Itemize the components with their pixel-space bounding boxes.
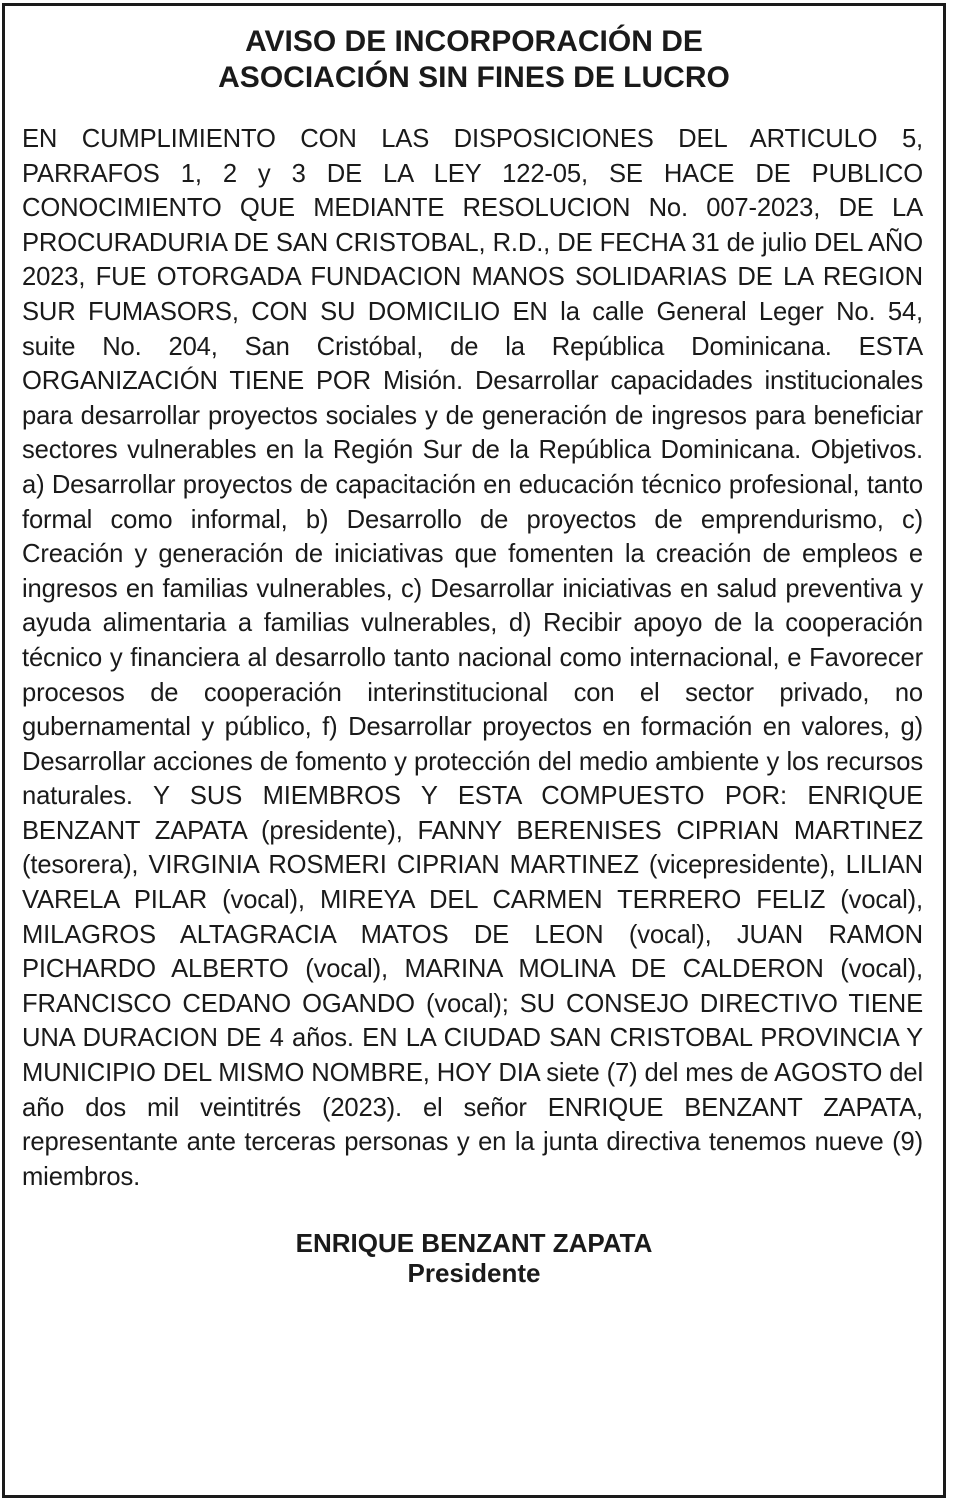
signature-block bbox=[5, 1228, 943, 1288]
title-line-1: AVISO DE INCORPORACIÓN DE bbox=[245, 25, 703, 58]
notice-body: EN CUMPLIMIENTO CON LAS DISPOSICIONES DEL ARTICULO 5, PARRAFOS 1, 2 y 3 DE LA LEY 122-05, SE HACE DE PUBLICO CONOCIMIENTO QUE MEDIANTE RESOLUCION No. 007-2023, DE LA PROCURADURIA DE SAN CRISTOBAL, R.D., DE FECHA 31 de julio DEL AÑO 2023, FUE OTORGADA FUNDACION MANOS SOLIDARIAS DE LA REGION SUR FUMASORS, CON SU DOMICILIO EN la calle General Leger No. 54, suite No. 204, San Cristóbal, de la República Dominicana. ESTA ORGANIZACIÓN TIENE POR Misión. Desarrollar capacidades institucionales para desarrollar proyectos sociales y de generación de ingresos para beneficiar sectores vulnerables en la Región Sur de la República Dominicana. Objetivos. a) Desarrollar proyectos de capacitación en educación técnico profesional, tanto formal como informal, b) Desarrollo de proyectos de emprendurismo, c) Creación y generación de iniciativas que fomenten la creación de empleos e ingresos en familias vulnerables, c) Desarrollar iniciativas en salud preventiva y ayuda alimentaria a familias vulnerables, d) Recibir apoyo de la cooperación técnico y financiera al desarrollo tanto nacional como internacional, e Favorecer procesos de cooperación interinstitucional con el sector privado, no gubernamental y público, f) Desarrollar proyectos en formación en valores, g) Desarrollar acciones de fomento y protección del medio ambiente y los recursos naturales. Y SUS MIEMBROS Y ESTA COMPUESTO POR: ENRIQUE BENZANT ZAPATA (presidente), FANNY BERENISES CIPRIAN MARTINEZ (tesorera), VIRGINIA ROSMERI CIPRIAN MARTINEZ (vicepresidente), LILIAN VARELA PILAR (vocal), MIREYA DEL CARMEN TERRERO FELIZ (vocal), MILAGROS ALTAGRACIA MATOS DE LEON (vocal), JUAN RAMON PICHARDO ALBERTO (vocal), MARINA MOLINA DE CALDERON (vocal), FRANCISCO CEDANO OGANDO (vocal); SU CONSEJO DIRECTIVO TIENE UNA DURACION DE 4 años. EN LA CIUDAD SAN CRISTOBAL PROVINCIA Y MUNICIPIO DEL MISMO NOMBRE, HOY DIA siete (7) del mes de AGOSTO del año dos mil veintitrés (2023). el señor ENRIQUE BENZANT ZAPATA, representante ante terceras personas y en la junta directiva tenemos nueve (9) miembros. bbox=[22, 125, 923, 1191]
notice-frame bbox=[2, 3, 946, 1498]
signer-name: ENRIQUE BENZANT ZAPATA bbox=[295, 1228, 653, 1259]
notice-title bbox=[5, 24, 943, 96]
signer-title: Presidente bbox=[407, 1258, 541, 1289]
title-line-2: ASOCIACIÓN SIN FINES DE LUCRO bbox=[218, 61, 730, 94]
